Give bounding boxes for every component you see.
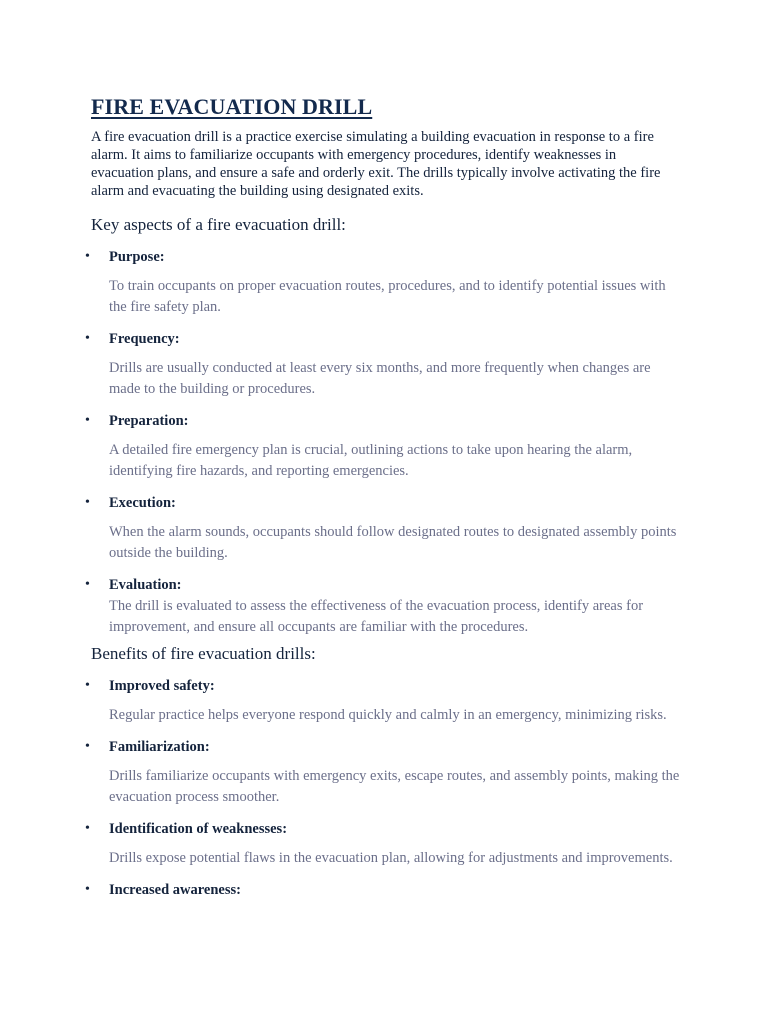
item-label: Evaluation: (109, 577, 182, 593)
list-item (85, 411, 691, 482)
item-label: Preparation: (109, 413, 189, 429)
item-description: A detailed fire emergency plan is crucial, outlining actions to take upon hearing the alarm, identifying fire hazards, and reporting emergencies. (109, 442, 633, 479)
item-description: When the alarm sounds, occupants should follow designated routes to designated assembly points outside the building. (109, 524, 677, 561)
item-label: Execution: (109, 495, 176, 511)
bullet-icon: • (85, 413, 90, 428)
item-description: The drill is evaluated to assess the effectiveness of the evacuation process, identify areas for improvement, and ensure all occupants are familiar with the procedures. (109, 598, 644, 635)
bullet-icon: • (85, 249, 90, 264)
key-aspects-list (85, 247, 691, 638)
intro-paragraph: A fire evacuation drill is a practice exercise simulating a building evacuation in response to a fire alarm. It aims to familiarize occupants with emergency procedures, identify weaknesses in evacuation plans, and ensure a safe and orderly exit. The drills typically involve activating the fire alarm and evacuating the building using designated exits. (91, 129, 661, 199)
bullet-icon: • (85, 577, 90, 592)
item-description: Regular practice helps everyone respond quickly and calmly in an emergency, minimizing risks. (109, 707, 667, 723)
item-description: To train occupants on proper evacuation routes, procedures, and to identify potential issues with the fire safety plan. (109, 278, 666, 315)
list-item (85, 493, 691, 564)
list-item (85, 329, 691, 400)
bullet-icon: • (85, 882, 90, 897)
list-item (85, 575, 691, 638)
document-page (85, 93, 691, 900)
item-description: Drills are usually conducted at least every six months, and more frequently when changes are made to the building or procedures. (109, 360, 651, 397)
item-label: Purpose: (109, 249, 165, 265)
key-aspects-heading: Key aspects of a fire evacuation drill: (91, 215, 346, 234)
item-label: Familiarization: (109, 739, 210, 755)
item-description: Drills expose potential flaws in the evacuation plan, allowing for adjustments and improvements. (109, 850, 673, 866)
bullet-icon: • (85, 739, 90, 754)
list-item (85, 737, 691, 808)
document-title: FIRE EVACUATION DRILL (91, 94, 373, 119)
list-item (85, 880, 691, 900)
bullet-icon: • (85, 678, 90, 693)
list-item (85, 247, 691, 318)
item-label: Identification of weaknesses: (109, 821, 288, 837)
bullet-icon: • (85, 331, 90, 346)
list-item (85, 819, 691, 869)
benefits-heading: Benefits of fire evacuation drills: (91, 644, 316, 663)
list-item (85, 676, 691, 726)
item-label: Frequency: (109, 331, 180, 347)
bullet-icon: • (85, 821, 90, 836)
item-description: Drills familiarize occupants with emergency exits, escape routes, and assembly points, making the evacuation process smoother. (109, 768, 680, 805)
benefits-list (85, 676, 691, 900)
item-label: Increased awareness: (109, 882, 241, 898)
item-label: Improved safety: (109, 678, 215, 694)
bullet-icon: • (85, 495, 90, 510)
